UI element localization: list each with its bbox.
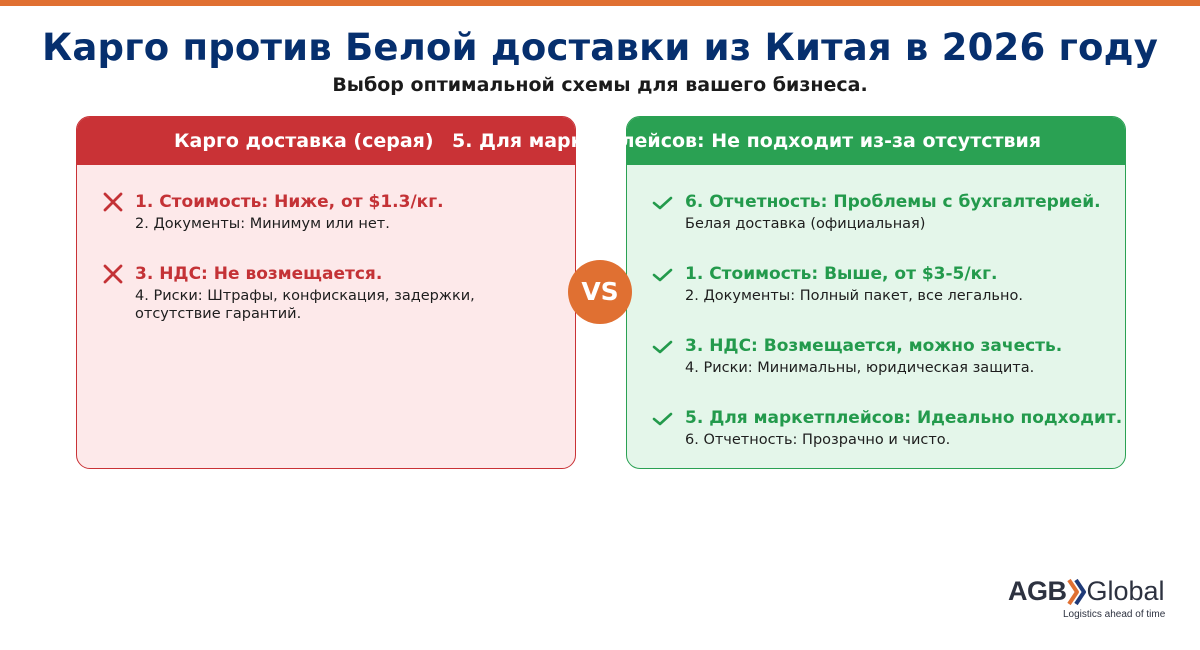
- check-icon: [651, 334, 675, 358]
- page-subtitle: Выбор оптимальной схемы для вашего бизнеса.: [332, 74, 868, 96]
- chevron-logo-icon: [1066, 578, 1086, 610]
- page-title: Карго против Белой доставки из Китая в 2026 году: [41, 26, 1159, 69]
- check-icon: [651, 406, 675, 430]
- agb-global-logo: [1008, 575, 1173, 625]
- logo-agb-text: AGB: [1008, 576, 1067, 606]
- cargo-item-heading: 3. НДС: Не возмещается.: [135, 264, 383, 284]
- white-item-heading: 6. Отчетность: Проблемы с бухгалтерией.: [685, 192, 1101, 212]
- cargo-card-header-label: Карго доставка (серая): [174, 130, 434, 152]
- white-delivery-card-header-label: 5. Для маркетплейсов: Не подходит из-за отсутствия: [452, 130, 1042, 152]
- white-item-desc: 6. Отчетность: Прозрачно и чисто.: [685, 432, 951, 448]
- white-item-desc: 4. Риски: Минимальны, юридическая защита.: [685, 360, 1035, 376]
- cargo-item-heading: 1. Стоимость: Ниже, от $1.3/кг.: [135, 192, 444, 212]
- check-icon: [651, 262, 675, 286]
- white-item-heading: 3. НДС: Возмещается, можно зачесть.: [685, 336, 1063, 356]
- logo-wordmark: [1008, 575, 1165, 607]
- logo-global-text: Global: [1086, 576, 1165, 606]
- white-item-heading: 1. Стоимость: Выше, от $3-5/кг.: [685, 264, 998, 284]
- check-icon: [651, 190, 675, 214]
- white-item-desc: 2. Документы: Полный пакет, все легально.: [685, 288, 1023, 304]
- cargo-item-desc: 4. Риски: Штрафы, конфискация, задержки, отсутствие гарантий.: [135, 288, 475, 322]
- white-item-heading: 5. Для маркетплейсов: Идеально подходит.: [685, 408, 1123, 428]
- vs-badge: VS: [568, 260, 632, 324]
- white-item-desc: Белая доставка (официальная): [685, 216, 926, 232]
- cross-icon: [101, 262, 125, 286]
- cargo-item-desc: 2. Документы: Минимум или нет.: [135, 216, 390, 232]
- top-accent-bar: [0, 0, 1200, 6]
- logo-tagline: Logistics ahead of time: [1063, 609, 1166, 620]
- cross-icon: [101, 190, 125, 214]
